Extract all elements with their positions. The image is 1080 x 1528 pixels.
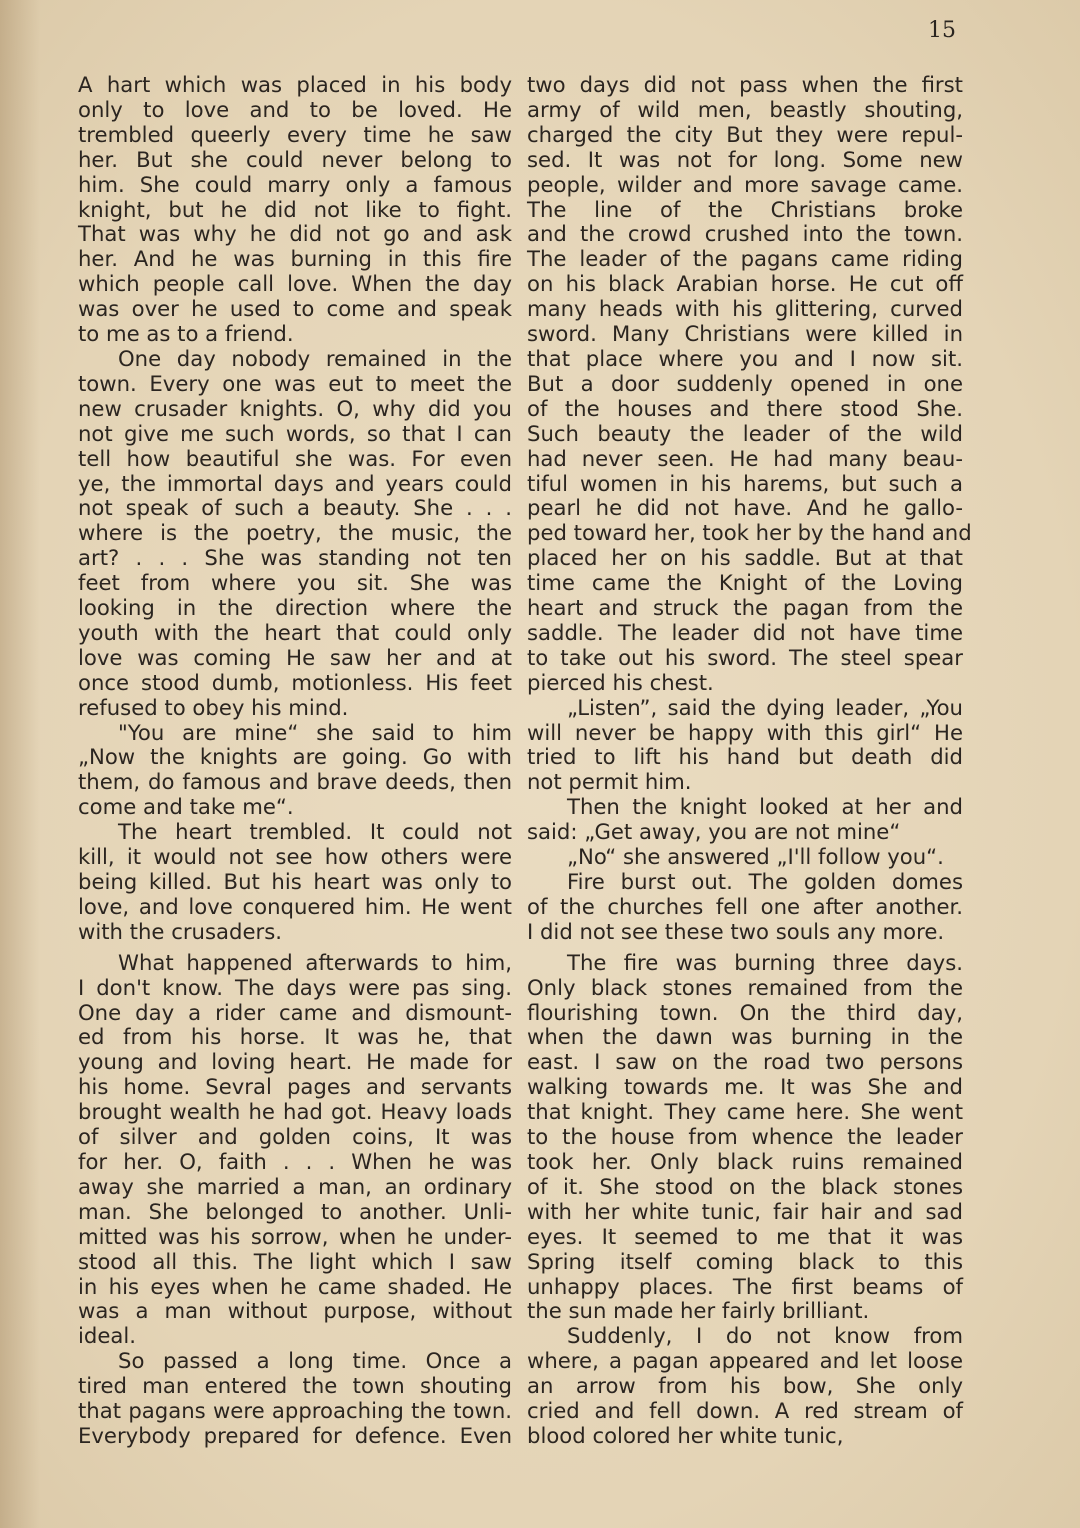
text-line: that place where you and I now sit.	[527, 345, 963, 371]
text-line: The line of the Christians broke	[527, 196, 963, 222]
text-line: and the crowd crushed into the town.	[527, 221, 963, 247]
text-line: One day nobody remained in the	[118, 345, 512, 371]
text-line: where, a pagan appeared and let loose	[527, 1348, 963, 1374]
text-line: his home. Sevral pages and servants	[78, 1074, 512, 1100]
text-line: youth with the heart that could only	[78, 619, 512, 645]
text-line: walking towards me. It was She and	[527, 1074, 963, 1100]
text-line: trembled queerly every time he saw	[78, 121, 512, 147]
text-line: many heads with his glittering, curved	[527, 296, 963, 322]
text-line: where is the poetry, the music, the	[78, 520, 512, 546]
text-line: to take out his sword. The steel spear	[527, 644, 963, 670]
text-line: brought wealth he had got. Heavy loads	[78, 1099, 512, 1125]
text-line: when the dawn was burning in the	[527, 1024, 963, 1050]
text-line: tried to lift his hand but death did	[527, 744, 963, 770]
text-line: tiful women in his harems, but such a	[527, 470, 963, 496]
text-line: heart and struck the pagan from the	[527, 595, 963, 621]
text-line: was over he used to come and speak	[78, 296, 512, 322]
text-line: for her. O, faith . . . When he was	[78, 1148, 512, 1174]
text-line: of silver and golden coins, It was	[78, 1124, 512, 1150]
text-line: said: „Get away, you are not mine“	[527, 819, 901, 845]
text-line: sed. It was not for long. Some new	[527, 146, 963, 172]
text-line: ideal.	[78, 1323, 136, 1349]
text-line: with her white tunic, fair hair and sad	[527, 1198, 963, 1224]
text-line: So passed a long time. Once a	[118, 1348, 512, 1374]
text-line: in his eyes when he came shaded. He	[78, 1273, 512, 1299]
text-line: Suddenly, I do not know from	[567, 1323, 963, 1349]
text-line: A hart which was placed in his body	[78, 72, 512, 97]
text-line: that pagans were approaching the town.	[78, 1398, 512, 1424]
text-line: of the churches fell one after another.	[527, 893, 963, 919]
text-line: east. I saw on the road two persons	[527, 1049, 963, 1075]
text-line: One day a rider came and dismount-	[78, 999, 512, 1025]
text-line: time came the Knight of the Loving	[527, 570, 963, 596]
text-line: the sun made her fairly brilliant.	[527, 1298, 870, 1324]
text-line: unhappy places. The first beams of	[527, 1273, 963, 1299]
text-line: feet from where you sit. She was	[78, 570, 512, 596]
text-line: flourishing town. On the third day,	[527, 999, 963, 1025]
text-line: I did not see these two souls any more.	[527, 918, 945, 944]
text-line: art? . . . She was standing not ten	[78, 545, 512, 571]
text-line: which people call love. When the day	[78, 271, 512, 297]
text-line: town. Every one was eut to meet the	[78, 370, 512, 396]
text-line: ed from his horse. It was he, that	[78, 1024, 512, 1050]
text-line: That was why he did not go and ask	[78, 221, 512, 247]
text-line: The leader of the pagans came riding	[527, 246, 963, 272]
text-line: only to love and to be loved. He	[78, 96, 512, 122]
text-line: her. And he was burning in this fire	[78, 246, 512, 272]
text-line: But a door suddenly opened in one	[527, 370, 963, 396]
text-line: love was coming He saw her and at	[78, 644, 512, 670]
text-line: Then the knight looked at her and	[567, 794, 963, 820]
text-line: knight, but he did not like to fight.	[78, 196, 512, 222]
text-line: The fire was burning three days.	[567, 949, 963, 975]
text-line: of the houses and there stood She.	[527, 395, 963, 421]
text-line: „Listen”, said the dying leader, „You	[567, 694, 963, 720]
text-line: love, and love conquered him. He went	[78, 893, 512, 919]
page-number: 15	[928, 18, 956, 43]
text-line: army of wild men, beastly shouting,	[527, 96, 963, 122]
text-line: people, wilder and more savage came.	[527, 171, 963, 197]
text-line: pierced his chest.	[527, 669, 714, 695]
text-line: not permit him.	[527, 769, 692, 795]
text-line: young and loving heart. He made for	[78, 1049, 512, 1075]
right-column	[527, 72, 972, 1449]
text-line: with the crusaders.	[78, 918, 282, 944]
text-line: her. But she could never belong to	[78, 146, 512, 172]
text-line: Fire burst out. The golden domes	[567, 869, 963, 894]
text-line: „No“ she answered „I'll follow you“.	[567, 844, 944, 870]
text-line: refused to obey his mind.	[78, 694, 349, 720]
text-line: once stood dumb, motionless. His feet	[78, 669, 512, 695]
text-line: „Now the knights are going. Go with	[78, 744, 512, 770]
text-line: pearl he did not have. And he gallo-	[527, 495, 963, 521]
text-line: not give me such words, so that I can	[78, 420, 512, 446]
text-line: I don't know. The days were pas sing.	[78, 974, 512, 1000]
text-line: was a man without purpose, without	[78, 1298, 512, 1324]
text-line: charged the city But they were repul-	[527, 121, 963, 147]
text-line: cried and fell down. A red stream of	[527, 1398, 963, 1424]
text-line: that knight. They came here. She went	[527, 1099, 963, 1125]
text-line: stood all this. The light which I saw	[78, 1248, 512, 1274]
text-line: Spring itself coming black to this	[527, 1248, 963, 1274]
text-line: tell how beautiful she was. For even	[78, 445, 512, 471]
text-line: new crusader knights. O, why did you	[78, 395, 512, 421]
text-line: The heart trembled. It could not	[118, 819, 512, 845]
text-line: to me as to a friend.	[78, 321, 294, 347]
text-line: blood colored her white tunic,	[527, 1422, 844, 1448]
text-line: sword. Many Christians were killed in	[527, 321, 963, 347]
text-line: mitted was his sorrow, when he under-	[78, 1223, 512, 1249]
text-line: two days did not pass when the first	[527, 72, 963, 97]
text-line: took her. Only black ruins remained	[527, 1148, 963, 1174]
text-line: Only black stones remained from the	[527, 974, 963, 1000]
text-line: Everybody prepared for defence. Even	[78, 1422, 512, 1448]
text-line: will never be happy with this girl“ He	[527, 719, 963, 745]
text-line: not speak of such a beauty. She . . .	[78, 495, 512, 521]
text-line: Such beauty the leader of the wild	[527, 420, 963, 446]
text-line: What happened afterwards to him,	[118, 949, 512, 975]
text-line: eyes. It seemed to me that it was	[527, 1223, 963, 1249]
text-line: saddle. The leader did not have time	[527, 619, 963, 645]
text-line: come and take me“.	[78, 794, 294, 820]
text-line: to the house from whence the leader	[527, 1124, 963, 1150]
left-column	[78, 73, 512, 1449]
text-line: him. She could marry only a famous	[78, 171, 512, 197]
text-line: away she married a man, an ordinary	[78, 1173, 512, 1199]
text-line: kill, it would not see how others were	[78, 844, 512, 870]
text-line: being killed. But his heart was only to	[78, 869, 512, 894]
text-line: of it. She stood on the black stones	[527, 1173, 963, 1199]
text-line: ped toward her, took her by the hand and	[527, 520, 972, 546]
text-line: them, do famous and brave deeds, then	[78, 769, 512, 795]
text-line: man. She belonged to another. Unli-	[78, 1198, 512, 1224]
text-line: an arrow from his bow, She only	[527, 1373, 963, 1399]
text-line: "You are mine“ she said to him	[118, 719, 512, 745]
text-line: tired man entered the town shouting	[78, 1373, 512, 1399]
text-line: on his black Arabian horse. He cut off	[527, 271, 963, 297]
text-line: ye, the immortal days and years could	[78, 470, 512, 496]
text-line: placed her on his saddle. But at that	[527, 545, 963, 571]
text-line: looking in the direction where the	[78, 595, 512, 621]
text-line: had never seen. He had many beau-	[527, 445, 963, 471]
